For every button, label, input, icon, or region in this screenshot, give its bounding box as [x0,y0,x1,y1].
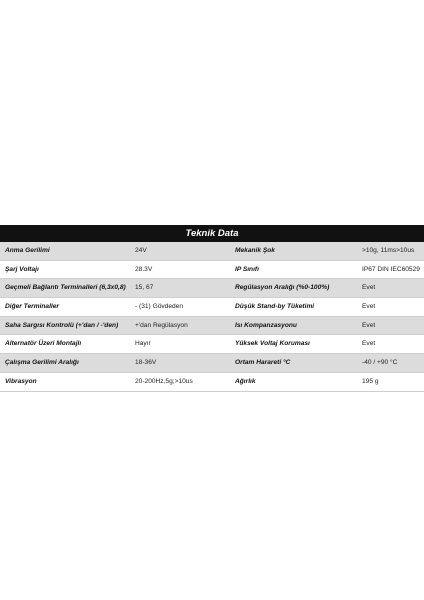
table-row [0,317,424,336]
spec-label: Ortam Harareti °C [235,359,291,367]
spec-value: 195 g [362,377,379,385]
spec-label: Geçmeli Bağlantı Terminalleri (6,3x0,8) [5,284,126,292]
table-row [0,373,424,392]
spec-value: 15, 67 [135,284,154,292]
spec-value: 18-36V [135,359,157,367]
spec-value: Evet [362,284,376,292]
spec-label: Düşük Stand-by Tüketimi [235,303,315,311]
spec-value: Evet [362,340,376,348]
spec-label: Saha Sargısı Kontrolü (+'dan / -'den) [5,321,119,329]
table-row [0,335,424,354]
spec-value: >10g, 11ms>10us [362,247,415,254]
spec-label: Çalışma Gerilimi Aralığı [5,359,79,367]
spec-value: - (31) Gövdeden [135,303,184,311]
technical-data-table [0,225,424,392]
spec-value: 28.3V [135,265,153,273]
spec-value: Hayır [135,340,151,348]
table-row [0,261,424,280]
spec-label: Ağırlık [235,377,256,385]
spec-label: Diğer Terminaller [5,303,59,311]
spec-label: Isı Kompanzasyonu [235,321,297,329]
table-row [0,279,424,298]
table-title: Teknik Data [0,225,424,242]
spec-value: IP67 DIN IEC60529 [362,265,420,273]
spec-value: Evet [362,303,376,311]
spec-value: 24V [135,247,147,254]
spec-label: IP Sınıfı [235,265,259,273]
spec-value: 20-200Hz,5g;>10us [135,377,193,385]
spec-label: Mekanik Şok [235,247,275,254]
spec-label: Regülasyon Aralığı (%0-100%) [235,284,330,292]
table-row [0,354,424,373]
spec-label: Alternatör Üzeri Montajlı [5,340,82,348]
spec-label: Vibrasyon [5,377,37,385]
spec-label: Anma Gerilimi [5,247,50,254]
spec-value: +'dan Regülasyon [135,321,188,329]
spec-value: Evet [362,321,376,329]
spec-value: -40 / +90 °C [362,359,398,367]
spec-label: Yüksek Voltaj Koruması [235,340,310,348]
table-row [0,298,424,317]
table-row [0,242,424,261]
spec-label: Şarj Voltajı [5,265,39,273]
